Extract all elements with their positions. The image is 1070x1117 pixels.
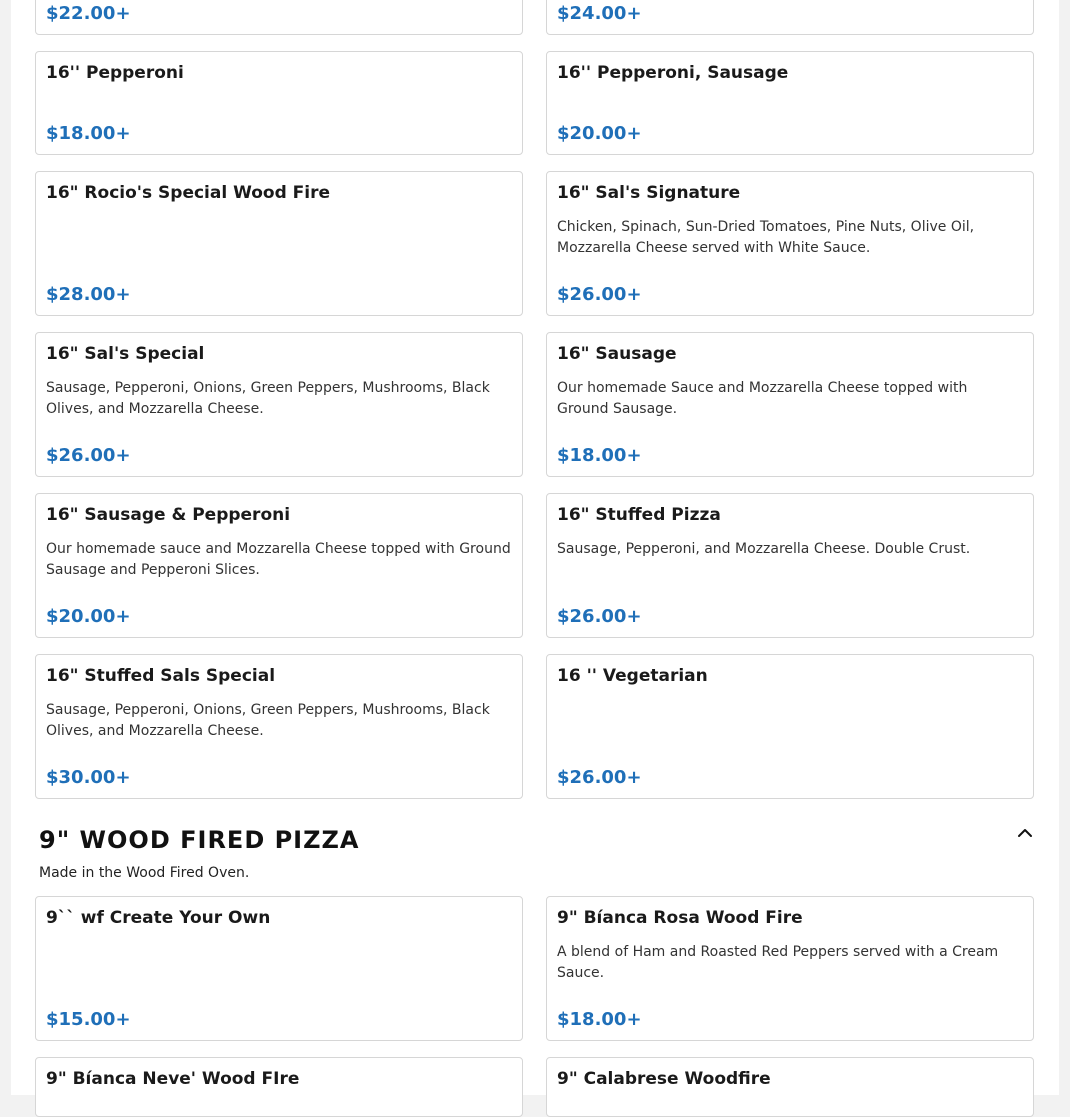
item-name: 16'' Pepperoni [46, 63, 184, 83]
menu-item-card[interactable] [35, 654, 523, 799]
item-price: $30.00+ [46, 767, 131, 788]
menu-item-card[interactable] [35, 332, 523, 477]
item-name: 16" Sal's Signature [557, 183, 741, 203]
item-description: Chicken, Spinach, Sun-Dried Tomatoes, Pine Nuts, Olive Oil, Mozzarella Cheese served with White Sauce. [557, 219, 975, 256]
item-name: 16" Rocio's Special Wood Fire [46, 183, 331, 203]
item-price: $26.00+ [46, 445, 131, 466]
item-name: 16" Sausage & Pepperoni [46, 505, 291, 525]
item-price: $18.00+ [557, 445, 642, 466]
item-price: $28.00+ [46, 284, 131, 305]
menu-item-card[interactable] [546, 332, 1034, 477]
chevron-up-icon[interactable] [1015, 822, 1035, 842]
menu-page [11, 0, 1059, 1095]
item-name: 9" Bíanca Neve' Wood FIre [46, 1069, 300, 1089]
menu-item-card[interactable] [546, 654, 1034, 799]
item-price: $26.00+ [557, 767, 642, 788]
menu-item-card[interactable] [35, 896, 523, 1041]
menu-item-card[interactable] [546, 51, 1034, 155]
item-price: $24.00+ [557, 3, 642, 24]
item-price: $18.00+ [557, 1009, 642, 1030]
item-price: $20.00+ [557, 123, 642, 144]
menu-item-card[interactable] [546, 171, 1034, 316]
item-name: 16" Stuffed Sals Special [46, 666, 276, 686]
item-name: 16" Stuffed Pizza [557, 505, 721, 525]
menu-item-card[interactable] [546, 493, 1034, 638]
item-description: Our homemade sauce and Mozzarella Cheese topped with Ground Sausage and Pepperoni Slices. [46, 541, 511, 578]
item-description: Sausage, Pepperoni, Onions, Green Peppers, Mushrooms, Black Olives, and Mozzarella Cheese. [46, 380, 490, 417]
menu-item-card[interactable] [35, 51, 523, 155]
item-price: $26.00+ [557, 284, 642, 305]
menu-item-card[interactable] [35, 1057, 523, 1117]
item-price: $22.00+ [46, 3, 131, 24]
section-title: 9" WOOD FIRED PIZZA [39, 826, 360, 854]
item-description: A blend of Ham and Roasted Red Peppers served with a Cream Sauce. [557, 944, 999, 981]
item-price: $15.00+ [46, 1009, 131, 1030]
item-name: 16 '' Vegetarian [557, 666, 708, 686]
item-name: 16" Sausage [557, 344, 677, 364]
menu-item-card[interactable] [35, 0, 523, 35]
section-subtitle: Made in the Wood Fired Oven. [39, 865, 250, 881]
item-price: $20.00+ [46, 606, 131, 627]
item-price: $18.00+ [46, 123, 131, 144]
item-description: Sausage, Pepperoni, and Mozzarella Cheese. Double Crust. [557, 541, 971, 557]
item-name: 16'' Pepperoni, Sausage [557, 63, 789, 83]
menu-item-card[interactable] [546, 0, 1034, 35]
item-name: 9" Calabrese Woodfire [557, 1069, 771, 1089]
menu-item-card[interactable] [35, 493, 523, 638]
item-price: $26.00+ [557, 606, 642, 627]
item-name: 9`` wf Create Your Own [46, 908, 271, 928]
menu-item-card[interactable] [546, 1057, 1034, 1117]
item-description: Our homemade Sauce and Mozzarella Cheese topped with Ground Sausage. [557, 380, 968, 417]
item-name: 16" Sal's Special [46, 344, 205, 364]
menu-item-card[interactable] [546, 896, 1034, 1041]
item-description: Sausage, Pepperoni, Onions, Green Peppers, Mushrooms, Black Olives, and Mozzarella Cheese. [46, 702, 490, 739]
menu-item-card[interactable] [35, 171, 523, 316]
item-name: 9" Bíanca Rosa Wood Fire [557, 908, 803, 928]
